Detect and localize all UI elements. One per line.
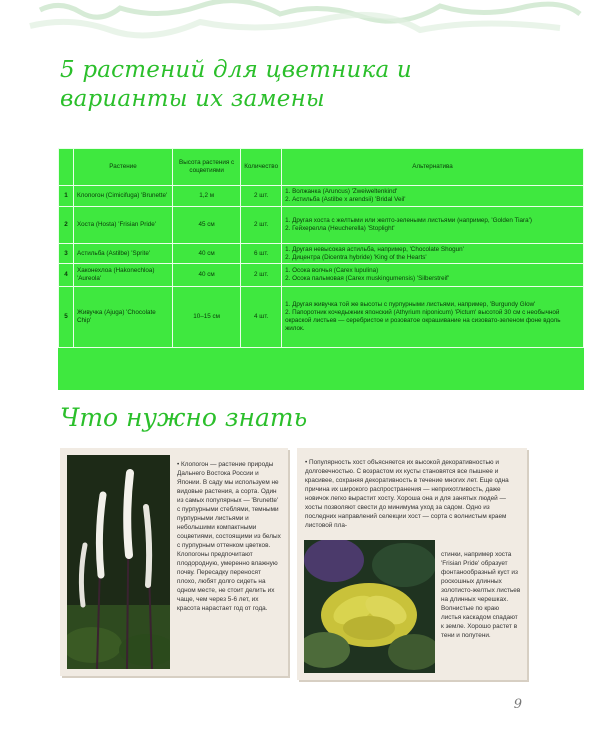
info-box-hosta — [297, 448, 527, 680]
row-number: 5 — [59, 287, 74, 348]
section-title: Что нужно знать — [60, 403, 308, 432]
plant-alternatives — [282, 287, 584, 348]
plant-height: 40 см — [173, 244, 241, 264]
plant-alternatives — [282, 186, 584, 207]
table-row — [59, 287, 584, 348]
cimicifuga-photo — [67, 455, 170, 669]
alternative-item: 2. Папоротник кочедыжник японский (Athyrium niponicum) 'Pictum' высотой 30 см с необычной окраской листьев — серебристое и розоватое окрашивание на сизовато-зеленом фоне вдоль жилок. — [285, 309, 561, 332]
row-number: 3 — [59, 244, 74, 264]
row-number: 1 — [59, 186, 74, 207]
plant-qty: 2 шт. — [241, 207, 282, 244]
table-header-num — [59, 149, 74, 186]
alternative-item: 2. Дицентра (Dicentra hybride) 'King of the Hearts' — [285, 253, 427, 261]
row-number: 2 — [59, 207, 74, 244]
plant-alternatives — [282, 244, 584, 264]
table-header-qty: Количество — [241, 149, 282, 186]
table-header-height: Высота растения с соцветиями — [173, 149, 241, 186]
hosta-text-side: стинки, например хоста 'Frisian Pride' образует фонтанообразный куст из роскошных длинных золотисто-желтых листьев на длинных черешках. Волнистые по краю листья каскадом спадают к земле. Хорошо растет в тени и полутени. — [441, 551, 521, 639]
alternative-item: 1. Волжанка (Aruncus) 'Zweiweltenkind' — [285, 188, 398, 195]
plant-qty: 2 шт. — [241, 186, 282, 207]
alternative-item: 2. Гейхерелла (Heucherella) 'Stoplight' — [285, 225, 395, 232]
table-header-alt: Альтернатива — [282, 149, 584, 186]
top-ornament — [0, 0, 600, 45]
row-number: 4 — [59, 264, 74, 287]
alternative-item: 1. Другая невысокая астильба, например, 'Chocolate Shogun' — [285, 245, 464, 253]
table-row — [59, 207, 584, 244]
hosta-text-top: • Популярность хост объясняется их высокой декоративностью и долговечностью. С возрастом их кусты становятся все пышнее и красивее, сохраняя декоративность в течение многих лет. Еще одна причина их широкого распространения — неприхотливость, даже новичок легко вырастит хосту. Хороша она и для занятых людей — хосты позволяют свести до минимума уход за садом. Одно из последних направлений селекции хост — сорта с волнистым краем листовой пла- — [305, 459, 509, 529]
page-number: 9 — [513, 697, 522, 712]
plant-height: 45 см — [173, 207, 241, 244]
table-row — [59, 244, 584, 264]
alternative-item: 1. Другая хоста с желтыми или желто-зелеными листьями (например, 'Golden Tiara') — [285, 217, 532, 224]
plant-qty: 2 шт. — [241, 264, 282, 287]
alternative-item: 2. Осока пальмовая (Carex muskingumensis) 'Silberstreif' — [285, 275, 450, 282]
alternative-item: 1. Другая живучка той же высоты с пурпурными листьями, например, 'Burgundy Glow' — [285, 301, 536, 308]
plant-qty: 4 шт. — [241, 287, 282, 348]
table-row — [59, 186, 584, 207]
hosta-photo — [304, 540, 435, 673]
cimicifuga-text: • Клопогон — растение природы Дальнего Востока России и Японии. В саду мы используем не видовые растения, а сорта. Один из самых популярных — 'Brunette' с пурпурными стеблями, темными пурпурными листьями и небольшими компактными соцветиями, состоящими из белых с пурпурным оттенком цветков. Клопогоны предпочитают плодородную, умеренно влажную почву. Пересадку переносят плохо, любят долго сидеть на одном месте, не стоит делить их чаще, чем через 5-6 лет, их красота нарастает год от года. — [177, 461, 281, 612]
plant-name: Живучка (Ajuga) 'Chocolate Chip' — [74, 287, 173, 348]
alternative-item: 2. Астильба (Astilbe x arendsii) 'Bridal Veil' — [285, 196, 406, 203]
plant-alternatives — [282, 264, 584, 287]
plant-height: 40 см — [173, 264, 241, 287]
info-box-cimicifuga — [60, 448, 288, 676]
plant-name: Клопогон (Cimicifuga) 'Brunette' — [74, 186, 173, 207]
plant-name: Астильба (Astilbe) 'Sprite' — [74, 244, 173, 264]
plant-name: Хоста (Hosta) 'Frisian Pride' — [74, 207, 173, 244]
plants-table — [58, 148, 584, 390]
plant-height: 10–15 см — [173, 287, 241, 348]
plant-qty: 6 шт. — [241, 244, 282, 264]
plant-name: Хаконехлоа (Hakonechloa) 'Aureola' — [74, 264, 173, 287]
table-row — [59, 264, 584, 287]
page-title: 5 растений для цветника и варианты их замены — [60, 57, 412, 112]
table-header-plant: Растение — [74, 149, 173, 186]
plant-height: 1,2 м — [173, 186, 241, 207]
plant-alternatives — [282, 207, 584, 244]
alternative-item: 1. Осока волчья (Carex lupulina) — [285, 267, 379, 274]
